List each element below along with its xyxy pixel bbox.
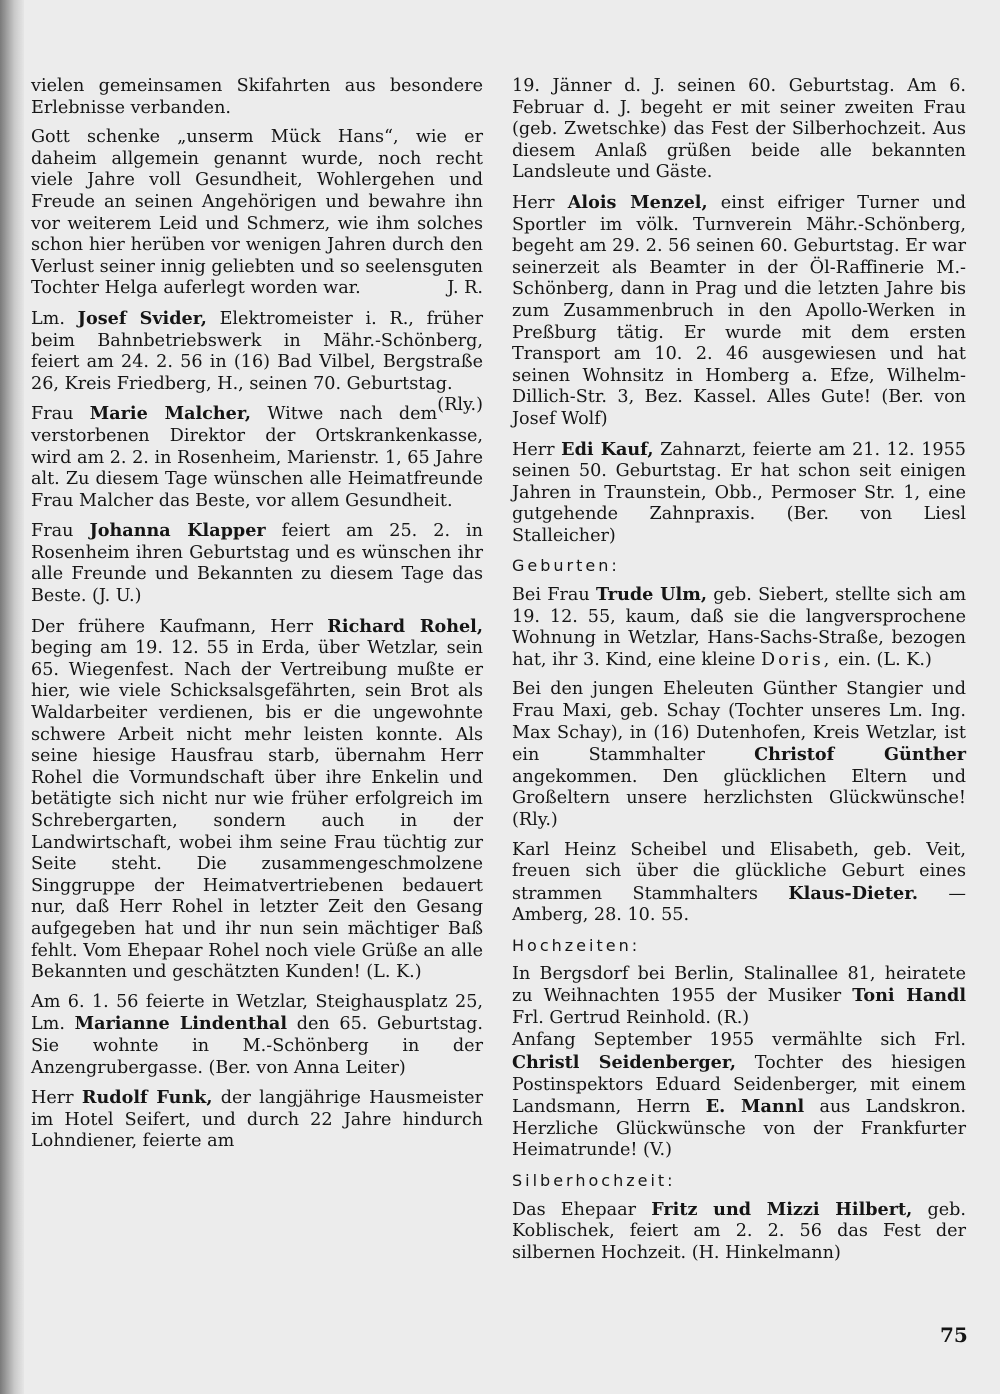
paragraph [512, 1030, 966, 1162]
paragraph-text: ein. (L. K.) [837, 649, 932, 670]
paragraph [512, 679, 966, 831]
paragraph [512, 192, 966, 431]
person-name: Toni Handl [852, 985, 967, 1007]
person-name: Edi Kauf, [561, 438, 654, 460]
paragraph-text: Frau [31, 521, 74, 542]
paragraph [512, 584, 966, 671]
paragraph [512, 1199, 966, 1265]
paragraph-text: — Amberg, 28. 10. 55. [512, 883, 967, 926]
paragraph [512, 964, 966, 1030]
person-name: Klaus-Dieter. [788, 882, 918, 904]
person-name: E. Mannl [705, 1096, 805, 1118]
book-spine-shadow [0, 0, 24, 1394]
paragraph-text: Herr [512, 192, 555, 213]
paragraph-text: Bei Frau [512, 585, 590, 606]
paragraph-text: Herr [512, 439, 555, 460]
paragraph-text: Frl. Gertrud Reinhold. (R.) [512, 1007, 750, 1028]
paragraph [31, 403, 483, 512]
left-column [31, 76, 483, 1161]
paragraph: 19. Jänner d. J. seinen 60. Geburtstag. Am 6. Februar d. J. begeht er mit seiner zweiten Frau (geb. Zwetschke) das Fest der Silberhochzeit. Aus diesem Anlaß grüßen beide alle bekannten Landsleute und Gäste. [512, 76, 966, 183]
paragraph-text: Elektromeister i. R., früher beim Bahnbetriebswerk in Mähr.-Schönberg, feiert am 24. 2. 56 in (16) Bad Vilbel, Bergstraße 26, Kreis Friedberg, H., seinen 70. Geburtstag. [31, 308, 483, 394]
paragraph-text: In Bergsdorf bei Berlin, Stalinallee 81, heiratete zu Weihnachten 1955 der Musiker [512, 963, 966, 1007]
paragraph-text: beging am 19. 12. 55 in Erda, über Wetzlar, sein 65. Wiegenfest. Nach der Vertreibung mußte er hier, wie viele Schicksalsgefährten, sein Brot als Waldarbeiter verdienen, bis er die ungewohnte schwere Arbeit nicht mehr leisten konnte. Als seine hiesige Hausfrau starb, übernahm Herr Rohel die Vormundschaft über ihre Enkelin und betätigte sich nicht nur wie früher erfolgreich im Schrebergarten, sondern auch in der Landwirtschaft, wobei ihm seine Frau tüchtig zur Seite steht. Die zusammengeschmolzene Singgruppe der Heimatvertriebenen bedauert nur, daß Herr Rohel in letzter Zeit den Gesang aufgegeben hat und ihr nun sein mächtiger Baß fehlt. Vom Ehepaar Rohel noch viele Grüße an alle Bekannten und geschätzten Kunden! (L. K.) [31, 638, 483, 983]
person-name: Marianne Lindenthal [74, 1013, 288, 1035]
paragraph [512, 439, 966, 548]
paragraph-text: Lm. [31, 308, 65, 329]
paragraph-text: feiert am 25. 2. in Rosenheim ihren Geburtstag und es wünschen ihr alle Freunde und Bekannten zu diesem Tage das Beste. (J. U.) [31, 521, 483, 607]
paragraph-text: Frau [31, 404, 74, 425]
paragraph-text: Das Ehepaar [512, 1199, 637, 1220]
right-column [512, 76, 966, 1272]
section-heading-births: Geburten: [512, 556, 620, 576]
paragraph-text: Zahnarzt, feierte am 21. 12. 1955 seinen 50. Geburtstag. Er hat schon seit einigen Jahren in Traunstein, Obb., Permoser Str. 1, eine gutgehende Zahnpraxis. (Ber. von Liesl Stalleicher) [512, 439, 967, 546]
paragraph [31, 616, 483, 984]
person-name: Alois Menzel, [567, 191, 708, 213]
author-signature: (Rly.) [437, 395, 483, 416]
person-name: Marie Malcher, [89, 403, 251, 425]
paragraph-text: geb. Koblischek, feiert am 2. 2. 56 das Fest der silbernen Hochzeit. (H. Hinkelmann) [512, 1199, 966, 1263]
paragraph-text: den 65. Geburtstag. Sie wohnte in M.-Schönberg in der Anzengrubergasse. (Ber. von Anna Leiter) [31, 1014, 484, 1078]
paragraph-text: Bei den jungen Eheleuten Günther Stangier und Frau Maxi, geb. Schay (Tochter unseres Lm. Ing. Max Schay), in (16) Dutenhofen, Kreis Wetzlar, ist ein Stammhalter [512, 679, 966, 766]
paragraph [31, 127, 483, 300]
paragraph [31, 520, 483, 607]
paragraph-text: Witwe nach dem verstorbenen Direktor der Ortskrankenkasse, wird am 2. 2. in Rosenheim, Marienstr. 1, 65 Jahre alt. Zu diesem Tage wünschen alle Heimatfreunde Frau Malcher das Beste, vor allem Gesundheit. [31, 404, 483, 511]
section-heading-silver-wedding: Silberhochzeit: [512, 1170, 676, 1190]
paragraph-text: der langjährige Hausmeister im Hotel Seifert, und durch 22 Jahre hindurch Lohndiener, feierte am [31, 1088, 483, 1152]
paragraph-text: einst eifriger Turner und Sportler im völk. Turnverein Mähr.-Schönberg, begeht am 29. 2. 56 seinen 60. Geburtstag. Er war seinerzeit als Beamter in der Öl-Raffinerie M.-Schönberg, dann in Prag und die letzten Jahre bis zum Zusammenbruch in den Apollo-Werken in Preßburg tätig. Er wurde mit dem ersten Transport am 10. 2. 46 ausgewiesen und hat seinen Wohnsitz in Homberg a. Efze, Wilhelm-Dillich-Str. 3, Bez. Kassel. Alles Gute! (Ber. von Josef Wolf) [512, 192, 967, 429]
person-name: Josef Svider, [77, 307, 207, 329]
paragraph: vielen gemeinsamen Skifahrten aus besondere Erlebnisse verbanden. [31, 76, 483, 118]
paragraph [512, 840, 966, 927]
author-signature: J. R. [447, 278, 483, 299]
paragraph-text: Karl Heinz Scheibel und Elisabeth, geb. Veit, freuen sich über die glückliche Geburt eines strammen Stammhalters [512, 839, 966, 904]
paragraph-text: Gott schenke „unserm Mück Hans“, wie er daheim allgemein genannt wurde, noch recht viele Jahre voll Gesundheit, Wohlergehen und Freude an seinen Angehörigen und bewahre ihn vor weiterem Leid und Schmerz, wie ihm solches schon hier herüben vor wenigen Jahren durch den Verlust seiner innig geliebten und so seelensguten Tochter Helga auferlegt worden war. [31, 127, 483, 299]
paragraph-text: geb. Siebert, stellte sich am 19. 12. 55, kaum, daß sie die langversprochene Wohnung in Wetzlar, Hans-Sachs-Straße, bezogen hat, ihr 3. Kind, eine kleine [512, 585, 967, 670]
paragraph-text: Tochter des hiesigen Postinspektors Eduard Seidenberger, mit einem Landsmann, Herrn [512, 1052, 966, 1118]
child-name: Doris, [761, 649, 833, 670]
person-name: Fritz und Mizzi Hilbert, [651, 1198, 913, 1220]
paragraph [31, 1087, 483, 1153]
paragraph-text: Herr [31, 1088, 74, 1109]
paragraph-text: aus Landskron. Herzliche Glückwünsche von der Frankfurter Heimatrunde! (V.) [512, 1097, 966, 1161]
person-name: Rudolf Funk, [81, 1087, 213, 1109]
person-name: Christof Günther [754, 744, 966, 766]
person-name: Trude Ulm, [596, 584, 707, 606]
paragraph-text: Der frühere Kaufmann, Herr [31, 616, 313, 637]
paragraph [31, 992, 483, 1079]
person-name: Christl Seidenberger, [512, 1051, 736, 1073]
paragraph-text: Am 6. 1. 56 feierte in Wetzlar, Steighausplatz 25, Lm. [31, 991, 483, 1035]
paragraph-text: angekommen. Den glücklichen Eltern und Großeltern unsere herzlichsten Glückwünsche! (Rly.) [512, 766, 966, 830]
page-number: 75 [940, 1323, 968, 1347]
person-name: Johanna Klapper [89, 520, 266, 542]
section-heading-weddings: Hochzeiten: [512, 935, 641, 955]
paragraph-text: Anfang September 1955 vermählte sich Frl. [512, 1030, 966, 1051]
person-name: Richard Rohel, [327, 615, 483, 637]
